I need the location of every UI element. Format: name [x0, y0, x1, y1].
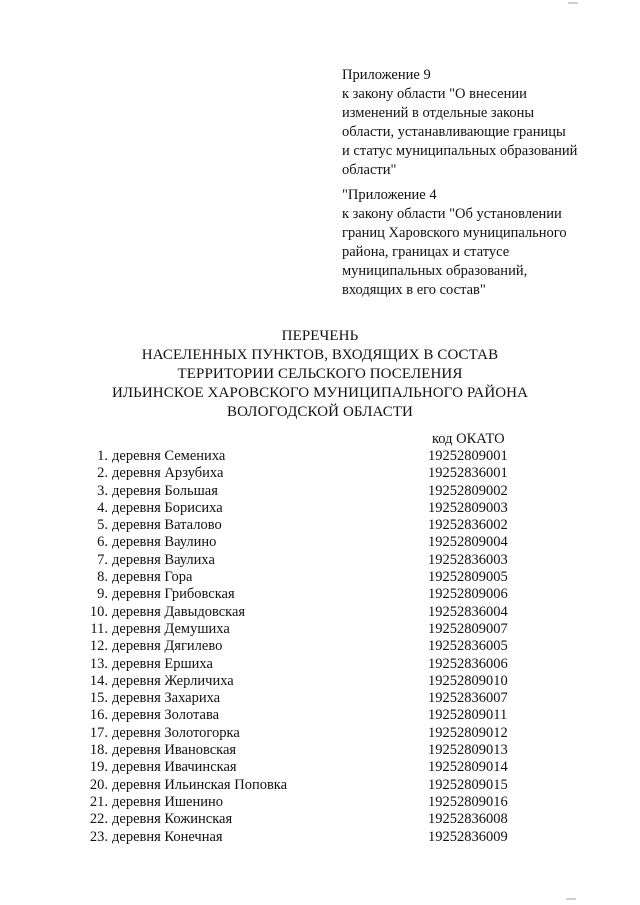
- appendix-9-header: [342, 66, 622, 180]
- settlement-row: [0, 673, 640, 690]
- settlement-row: [0, 586, 640, 603]
- okato-code: 19252809006: [428, 586, 508, 603]
- settlement-name: деревня Захариха: [112, 690, 221, 707]
- settlement-name: деревня Гора: [112, 569, 193, 586]
- okato-code: 19252836005: [428, 638, 508, 655]
- settlement-row: [0, 569, 640, 586]
- row-number: 19.: [89, 759, 108, 776]
- okato-code: 19252809012: [428, 724, 508, 741]
- appendix-4-line: района, границах и статусе: [342, 244, 510, 260]
- settlement-name: деревня Грибовская: [112, 586, 235, 603]
- okato-code: 19252809010: [428, 672, 508, 689]
- appendix-9-line: Приложение 9: [342, 67, 431, 83]
- settlement-row: [0, 794, 640, 811]
- settlement-row: [0, 742, 640, 759]
- row-number: 14.: [89, 672, 108, 689]
- settlement-name: деревня Большая: [112, 482, 218, 499]
- appendix-9-line: и статус муниципальных образований: [342, 143, 578, 159]
- okato-code: 19252809013: [428, 742, 508, 759]
- settlement-name: деревня Ишенино: [112, 793, 224, 810]
- okato-code: 19252809016: [428, 793, 508, 810]
- row-number: 22.: [89, 811, 108, 828]
- appendix-9-line: области, устанавливающие границы: [342, 124, 566, 140]
- row-number: 17.: [89, 724, 108, 741]
- appendix-9-line: области": [342, 162, 397, 178]
- title-line: ТЕРРИТОРИИ СЕЛЬСКОГО ПОСЕЛЕНИЯ: [177, 366, 463, 382]
- row-number: 11.: [90, 620, 108, 637]
- okato-code: 19252809004: [428, 534, 508, 551]
- okato-code: 19252836008: [428, 811, 508, 828]
- settlement-name: деревня Золотогорка: [112, 724, 240, 741]
- settlement-row: [0, 465, 640, 482]
- row-number: 1.: [97, 448, 108, 464]
- settlement-name: деревня Давыдовская: [112, 603, 246, 620]
- title-line: ИЛЬИНСКОЕ ХАРОВСКОГО МУНИЦИПАЛЬНОГО РАЙОНА: [111, 385, 529, 401]
- okato-code: 19252836001: [428, 465, 508, 482]
- settlement-name: деревня Ильинская Поповка: [112, 776, 288, 793]
- appendix-4-line: муниципальных образований,: [342, 263, 528, 279]
- title-line: ПЕРЕЧЕНЬ: [281, 328, 359, 344]
- appendix-9-line: к закону области "О внесении: [342, 86, 527, 102]
- row-number: 20.: [89, 776, 108, 793]
- title-line: НАСЕЛЕННЫХ ПУНКТОВ, ВХОДЯЩИХ В СОСТАВ: [141, 347, 499, 363]
- settlement-name: деревня Демушиха: [112, 620, 230, 637]
- appendix-4-line: границ Харовского муниципального: [342, 225, 567, 241]
- row-number: 12.: [89, 638, 108, 655]
- settlement-row: [0, 500, 640, 517]
- okato-code: 19252809014: [428, 759, 508, 776]
- settlement-row: [0, 811, 640, 828]
- settlement-row: [0, 483, 640, 500]
- row-number: 8.: [97, 569, 108, 586]
- settlement-row: [0, 829, 640, 846]
- settlement-row: [0, 552, 640, 569]
- settlement-row: [0, 725, 640, 742]
- settlement-name: деревня Борисиха: [112, 499, 223, 516]
- okato-code: 19252809007: [428, 620, 508, 637]
- row-number: 2.: [97, 465, 108, 482]
- settlement-name: деревня Ершиха: [112, 655, 213, 672]
- row-number: 3.: [97, 482, 108, 499]
- row-number: 7.: [97, 551, 108, 568]
- okato-code: 19252836009: [428, 828, 508, 845]
- settlement-name: деревня Жерличиха: [112, 672, 234, 689]
- row-number: 6.: [97, 534, 108, 551]
- settlement-name: деревня Конечная: [112, 828, 223, 845]
- document-title: [0, 327, 640, 422]
- okato-code: 19252809001: [428, 448, 508, 464]
- settlement-row: [0, 621, 640, 638]
- settlement-row: [0, 759, 640, 776]
- row-number: 15.: [89, 690, 108, 707]
- okato-code: 19252836004: [428, 603, 508, 620]
- settlement-name: деревня Ивановская: [112, 742, 237, 759]
- appendix-9-line: изменений в отдельные законы: [342, 105, 535, 121]
- settlement-row: [0, 517, 640, 534]
- okato-code: 19252809005: [428, 569, 508, 586]
- okato-code: 19252836007: [428, 690, 508, 707]
- okato-code: 19252836006: [428, 655, 508, 672]
- appendix-4-header: [342, 186, 622, 300]
- settlement-name: деревня Ваталово: [112, 517, 222, 534]
- okato-column-header: код ОКАТО: [432, 431, 505, 447]
- appendix-4-line: входящих в его состав": [342, 282, 486, 298]
- title-line: ВОЛОГОДСКОЙ ОБЛАСТИ: [227, 404, 413, 420]
- settlement-name: деревня Семениха: [112, 448, 226, 464]
- settlement-name: деревня Ваулиха: [112, 551, 215, 568]
- settlement-row: [0, 448, 640, 465]
- okato-code: 19252836002: [428, 517, 508, 534]
- settlement-name: деревня Арзубиха: [112, 465, 224, 482]
- scan-artifact-bottom: [566, 898, 576, 900]
- scan-artifact-top: [568, 2, 578, 4]
- row-number: 13.: [89, 655, 108, 672]
- appendix-4-line: "Приложение 4: [342, 187, 437, 203]
- row-number: 4.: [97, 499, 108, 516]
- settlement-row: [0, 707, 640, 724]
- okato-code: 19252809011: [428, 707, 508, 724]
- settlement-name: деревня Дягилево: [112, 638, 223, 655]
- okato-code: 19252809002: [428, 482, 508, 499]
- settlement-row: [0, 777, 640, 794]
- settlement-row: [0, 534, 640, 551]
- row-number: 21.: [89, 793, 108, 810]
- row-number: 16.: [89, 707, 108, 724]
- settlement-row: [0, 656, 640, 673]
- settlement-name: деревня Кожинская: [112, 811, 233, 828]
- okato-code: 19252836003: [428, 551, 508, 568]
- appendix-4-line: к закону области "Об установлении: [342, 206, 562, 222]
- settlement-name: деревня Ивачинская: [112, 759, 237, 776]
- row-number: 5.: [97, 517, 108, 534]
- okato-code: 19252809015: [428, 776, 508, 793]
- okato-code: 19252809003: [428, 499, 508, 516]
- settlement-row: [0, 690, 640, 707]
- settlement-row: [0, 604, 640, 621]
- settlement-name: деревня Ваулино: [112, 534, 217, 551]
- row-number: 18.: [89, 742, 108, 759]
- settlement-row: [0, 638, 640, 655]
- settlement-name: деревня Золотава: [112, 707, 220, 724]
- row-number: 10.: [89, 603, 108, 620]
- settlement-list: [0, 448, 640, 846]
- row-number: 23.: [89, 828, 108, 845]
- row-number: 9.: [97, 586, 108, 603]
